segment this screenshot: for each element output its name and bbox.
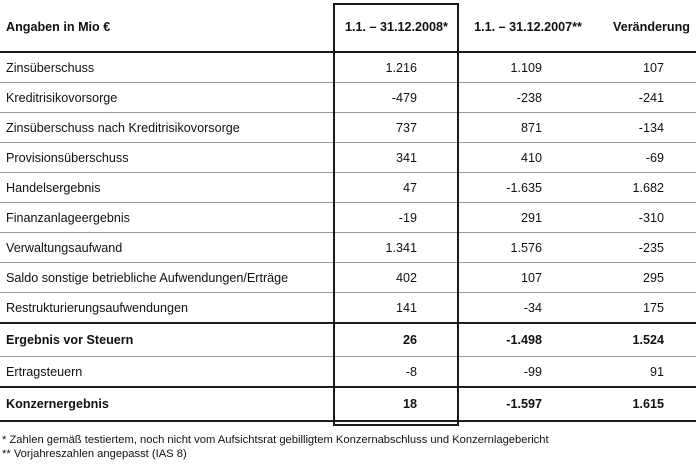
header-change: Veränderung bbox=[597, 3, 696, 52]
table-header-row bbox=[0, 3, 696, 52]
row-label: Handelsergebnis bbox=[0, 173, 334, 203]
table-row bbox=[0, 203, 696, 233]
footnotes bbox=[2, 433, 549, 461]
value-2008: 18 bbox=[334, 387, 459, 421]
row-label: Ergebnis vor Steuern bbox=[0, 323, 334, 357]
value-2008: 737 bbox=[334, 113, 459, 143]
value-change: 1.682 bbox=[597, 173, 696, 203]
value-2008: 26 bbox=[334, 323, 459, 357]
row-label: Zinsüberschuss nach Kreditrisikovorsorge bbox=[0, 113, 334, 143]
table-row bbox=[0, 143, 696, 173]
value-change: 1.524 bbox=[597, 323, 696, 357]
value-2007: -1.635 bbox=[459, 173, 597, 203]
value-2007: 410 bbox=[459, 143, 597, 173]
value-2007: -238 bbox=[459, 83, 597, 113]
footnote-audited: * Zahlen gemäß testiertem, noch nicht vom Aufsichtsrat gebilligtem Konzernabschluss und Konzernlagebericht bbox=[2, 434, 549, 446]
row-label: Kreditrisikovorsorge bbox=[0, 83, 334, 113]
value-change: -69 bbox=[597, 143, 696, 173]
value-2007: -99 bbox=[459, 357, 597, 388]
value-2008: 341 bbox=[334, 143, 459, 173]
value-2008: 141 bbox=[334, 293, 459, 324]
value-change: 175 bbox=[597, 293, 696, 324]
footnote-prior-year: ** Vorjahreszahlen angepasst (IAS 8) bbox=[2, 448, 187, 460]
table-row-total bbox=[0, 323, 696, 357]
table-row bbox=[0, 83, 696, 113]
value-2007: 1.109 bbox=[459, 52, 597, 83]
row-label: Verwaltungsaufwand bbox=[0, 233, 334, 263]
value-2008: 1.216 bbox=[334, 52, 459, 83]
row-label: Saldo sonstige betriebliche Aufwendungen/Erträge bbox=[0, 263, 334, 293]
row-label: Zinsüberschuss bbox=[0, 52, 334, 83]
row-label: Konzernergebnis bbox=[0, 387, 334, 421]
value-change: 107 bbox=[597, 52, 696, 83]
value-2008: -8 bbox=[334, 357, 459, 388]
table-row bbox=[0, 263, 696, 293]
value-change: -310 bbox=[597, 203, 696, 233]
row-label: Ertragsteuern bbox=[0, 357, 334, 388]
value-2008: 47 bbox=[334, 173, 459, 203]
table-row bbox=[0, 173, 696, 203]
income-statement-table bbox=[0, 3, 696, 422]
row-label: Finanzanlageergebnis bbox=[0, 203, 334, 233]
table-row bbox=[0, 293, 696, 324]
value-2007: 1.576 bbox=[459, 233, 597, 263]
value-2007: -1.498 bbox=[459, 323, 597, 357]
value-2008: -479 bbox=[334, 83, 459, 113]
row-label: Restrukturierungsaufwendungen bbox=[0, 293, 334, 324]
value-2008: 402 bbox=[334, 263, 459, 293]
value-2007: 871 bbox=[459, 113, 597, 143]
value-change: 91 bbox=[597, 357, 696, 388]
value-2008: 1.341 bbox=[334, 233, 459, 263]
row-label: Provisionsüberschuss bbox=[0, 143, 334, 173]
value-change: -235 bbox=[597, 233, 696, 263]
value-change: 1.615 bbox=[597, 387, 696, 421]
value-2007: -34 bbox=[459, 293, 597, 324]
table-row-total bbox=[0, 387, 696, 421]
table-row bbox=[0, 113, 696, 143]
value-2007: 107 bbox=[459, 263, 597, 293]
value-2008: -19 bbox=[334, 203, 459, 233]
header-period-2008: 1.1. – 31.12.2008* bbox=[334, 3, 459, 52]
table-row bbox=[0, 52, 696, 83]
value-change: 295 bbox=[597, 263, 696, 293]
header-label: Angaben in Mio € bbox=[0, 3, 334, 52]
value-2007: 291 bbox=[459, 203, 597, 233]
table-row bbox=[0, 357, 696, 388]
header-period-2007: 1.1. – 31.12.2007** bbox=[459, 3, 597, 52]
value-change: -134 bbox=[597, 113, 696, 143]
table-row bbox=[0, 233, 696, 263]
value-change: -241 bbox=[597, 83, 696, 113]
value-2007: -1.597 bbox=[459, 387, 597, 421]
